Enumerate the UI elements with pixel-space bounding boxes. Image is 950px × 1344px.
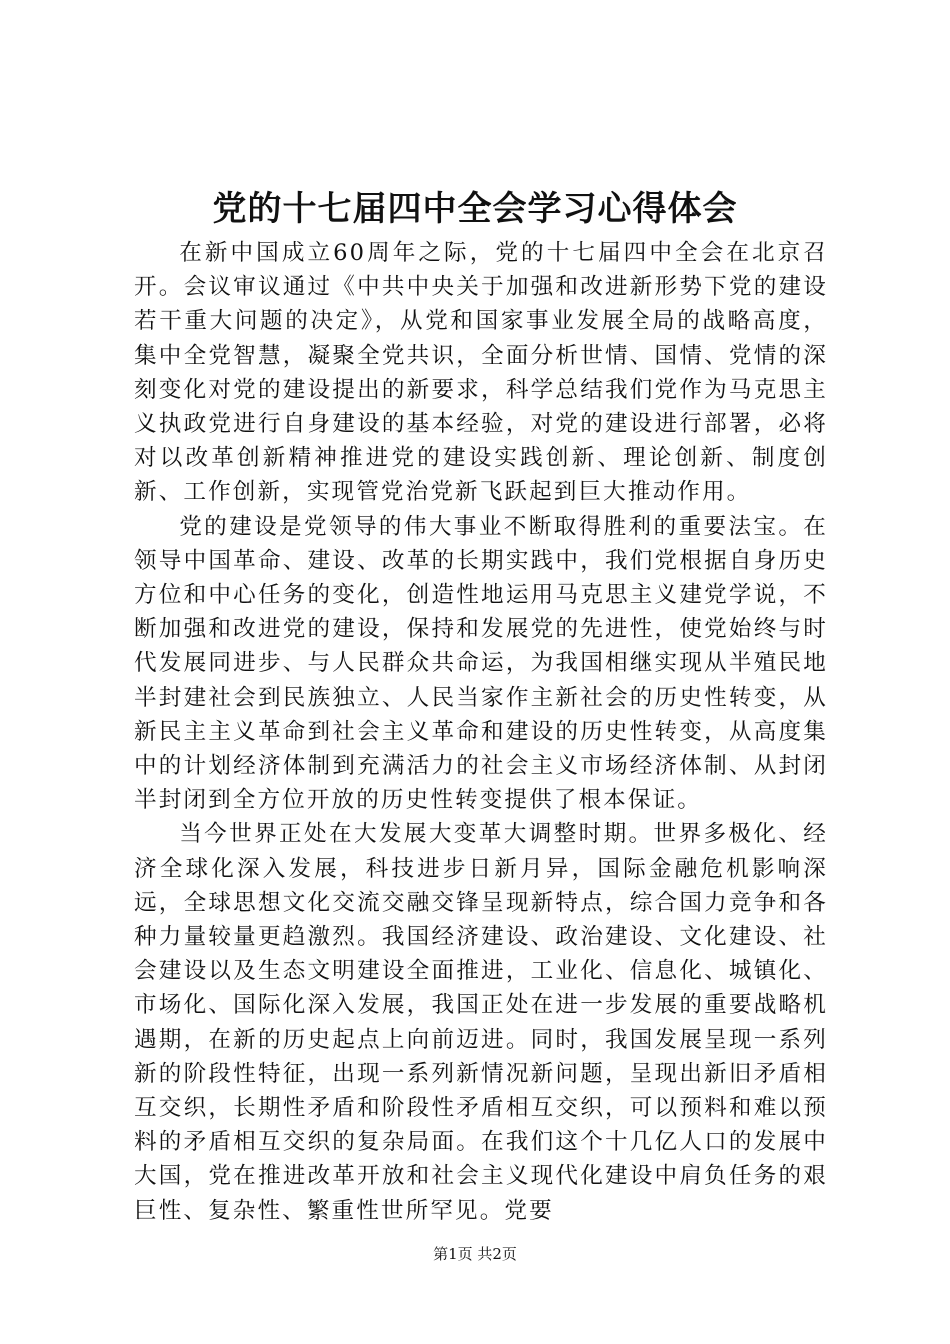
page-number-footer: 第1页 共2页 xyxy=(433,1245,517,1263)
paragraph-3: 当今世界正处在大发展大变革大调整时期。世界多极化、经济全球化深入发展，科技进步日新月异，国际金融危机影响深远，全球思想文化交流交融交锋呈现新特点，综合国力竞争和各种力量较量更趋激烈。我国经济建设、政治建设、文化建设、社会建设以及生态文明建设全面推进，工业化、信息化、城镇化、市场化、国际化深入发展，我国正处在进一步发展的重要战略机遇期，在新的历史起点上向前迈进。同时，我国发展呈现一系列新的阶段性特征，出现一系列新情况新问题，呈现出新旧矛盾相互交织，长期性矛盾和阶段性矛盾相互交织，可以预料和难以预料的矛盾相互交织的复杂局面。在我们这个十几亿人口的发展中大国，党在推进改革开放和社会主义现代化建设中肩负任务的艰巨性、复杂性、繁重性世所罕见。党要 xyxy=(134,821,828,1224)
document-title: 党的十七届四中全会学习心得体会 xyxy=(212,189,738,229)
paragraph-2: 党的建设是党领导的伟大事业不断取得胜利的重要法宝。在领导中国革命、建设、改革的长期实践中，我们党根据自身历史方位和中心任务的变化，创造性地运用马克思主义建党学说，不断加强和改进党的建设，保持和发展党的先进性，使党始终与时代发展同进步、与人民群众共命运，为我国相继实现从半殖民地半封建社会到民族独立、人民当家作主新社会的历史性转变，从新民主主义革命到社会主义革命和建设的历史性转变，从高度集中的计划经济体制到充满活力的社会主义市场经济体制、从封闭半封闭到全方位开放的历史性转变提供了根本保证。 xyxy=(134,513,828,814)
document-body xyxy=(134,236,828,1228)
paragraph-1: 在新中国成立60周年之际，党的十七届四中全会在北京召开。会议审议通过《中共中央关于加强和改进新形势下党的建设若干重大问题的决定》，从党和国家事业发展全局的战略高度，集中全党智慧，凝聚全党共识，全面分析世情、国情、党情的深刻变化对党的建设提出的新要求，科学总结我们党作为马克思主义执政党进行自身建设的基本经验，对党的建设进行部署，必将对以改革创新精神推进党的建设实践创新、理论创新、制度创新、工作创新，实现管党治党新飞跃起到巨大推动作用。 xyxy=(134,240,828,506)
